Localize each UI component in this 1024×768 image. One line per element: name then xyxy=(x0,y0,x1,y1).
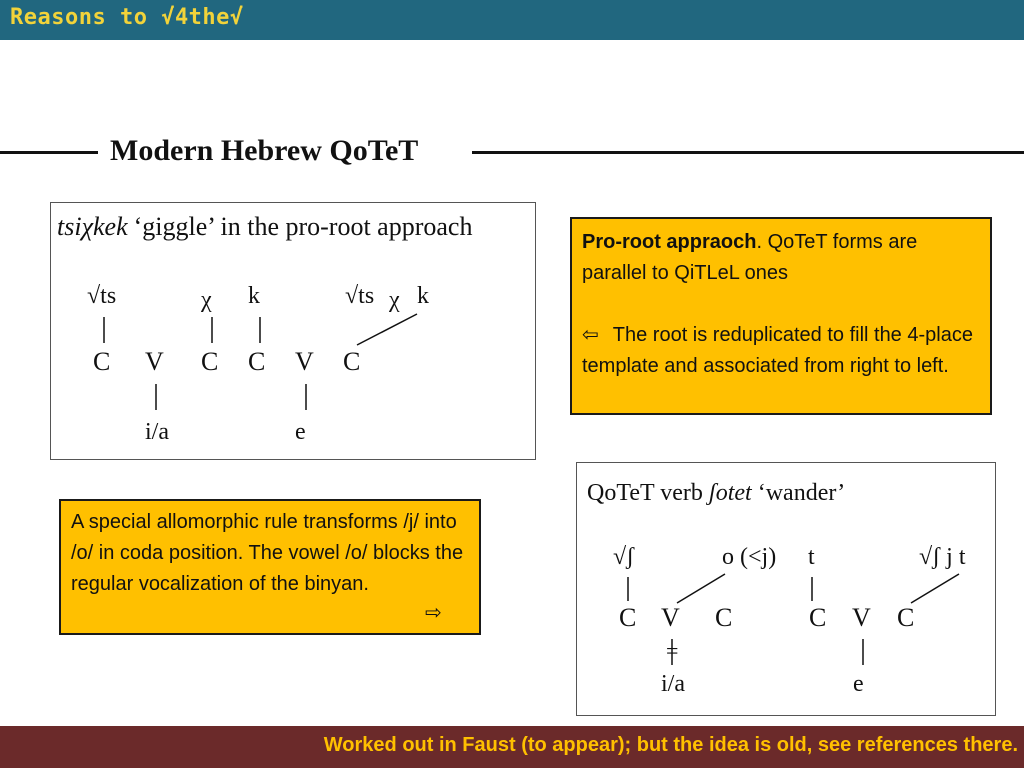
template-slot-v1: V xyxy=(145,347,164,376)
figure-pro-root-giggle xyxy=(50,202,536,460)
root-k-right: k xyxy=(417,283,429,309)
assoc-line-jt xyxy=(911,574,959,603)
note-pro-root-text1: . QoTeT forms are parallel to QiTLeL ones xyxy=(582,231,918,284)
root-ts-right: √ts xyxy=(345,283,375,309)
template2-slot-c4: C xyxy=(897,603,915,632)
template2-slot-v2: V xyxy=(852,603,871,632)
footer-bar xyxy=(0,726,1024,768)
template-slot-c2: C xyxy=(201,347,219,376)
template2-slot-c2: C xyxy=(715,603,733,632)
figure1-caption-rest: ‘giggle’ in the pro-root approach xyxy=(133,212,473,241)
note-pro-root-paragraph1 xyxy=(582,227,980,289)
note-pro-root-approach xyxy=(570,217,992,415)
footer-reference-note: Worked out in Faust (to appear); but the idea is old, see references there. xyxy=(323,734,1018,756)
template-slot-c3: C xyxy=(248,347,266,376)
root-k-left: k xyxy=(248,283,260,309)
figure1-caption xyxy=(57,212,472,241)
root-chi-left: χ xyxy=(201,287,212,313)
note-pro-root-heading: Pro-root appraoch xyxy=(582,231,757,253)
title-bar xyxy=(0,0,1024,40)
figure2-caption xyxy=(587,480,845,506)
root-sh-j-t: √ʃ j t xyxy=(919,544,966,570)
title-rule-right xyxy=(472,151,1024,154)
root-t: t xyxy=(808,544,815,570)
note-allomorphic-rule xyxy=(59,499,481,635)
root-ts-left: √ts xyxy=(87,283,117,309)
figure-qotet-wander xyxy=(576,462,996,716)
title-rule-left xyxy=(0,151,98,154)
root-sh-left: √ʃ xyxy=(613,544,635,570)
template-slot-v2: V xyxy=(295,347,314,376)
figure2-caption-a: QoTeT verb xyxy=(587,480,703,506)
vowel2-ia: i/a xyxy=(661,671,685,697)
figure2-caption-word: ʃotet xyxy=(708,480,752,506)
vowel-ia: i/a xyxy=(145,419,169,445)
diagram-wander xyxy=(577,463,995,715)
figure1-caption-word: tsiχkek xyxy=(57,212,128,241)
root-chi-right: χ xyxy=(389,287,400,313)
template2-slot-c1: C xyxy=(619,603,637,632)
assoc-line-o xyxy=(677,574,725,603)
note-allomorphic-text: A special allomorphic rule transforms /j/ into /o/ in coda position. The vowel /o/ blocks the regular vocalization of the binyan. xyxy=(71,511,464,595)
vowel2-e: e xyxy=(853,671,864,697)
figure2-caption-b: ‘wander’ xyxy=(757,480,846,506)
block-mark: = xyxy=(666,638,679,663)
slide-header-title: Reasons to √4the√ xyxy=(10,5,244,30)
root-o-j: o (<j) xyxy=(722,544,777,570)
template2-slot-c3: C xyxy=(809,603,827,632)
left-arrow-icon: ⇦ xyxy=(582,324,599,346)
note-pro-root-text2: The root is reduplicated to fill the 4-place template and associated from right to left. xyxy=(582,324,973,377)
template-slot-c4: C xyxy=(343,347,361,376)
vowel-e: e xyxy=(295,419,306,445)
assoc-line-k-right xyxy=(357,314,417,345)
template-slot-c1: C xyxy=(93,347,111,376)
note-pro-root-paragraph2 xyxy=(582,320,980,382)
template2-slot-v1: V xyxy=(661,603,680,632)
right-arrow-icon: ⇨ xyxy=(425,602,442,624)
section-title: Modern Hebrew QoTeT xyxy=(110,134,419,167)
diagram-giggle xyxy=(51,203,535,459)
